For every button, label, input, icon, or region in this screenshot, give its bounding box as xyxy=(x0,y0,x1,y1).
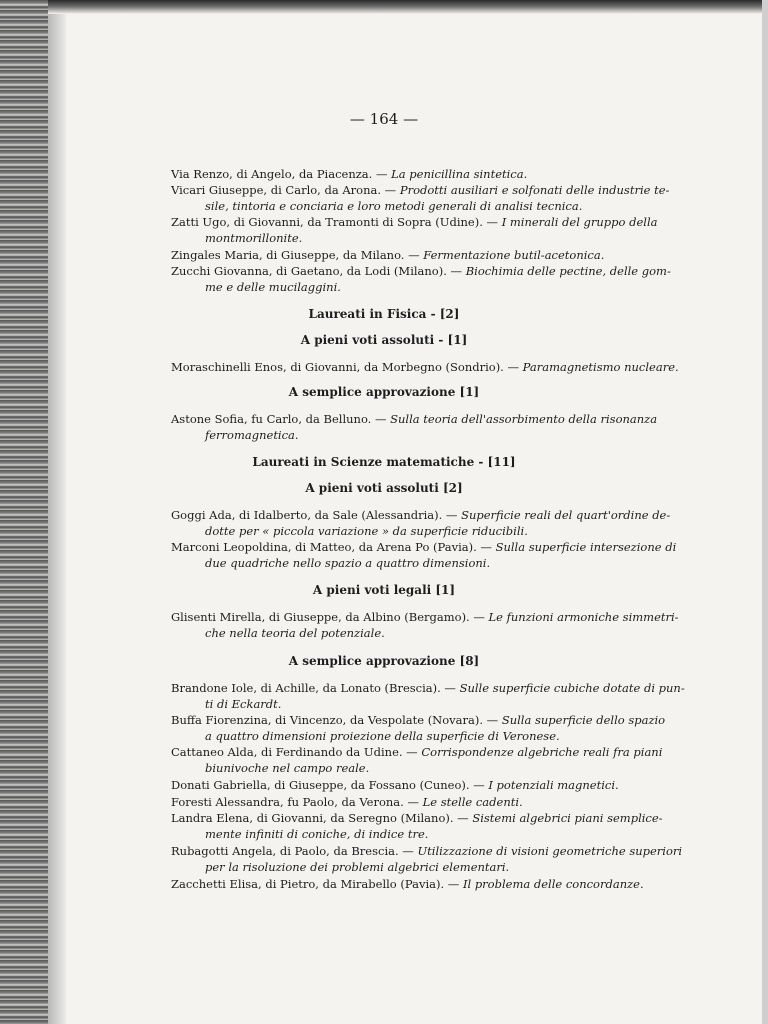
subsection-heading: A pieni voti legali [1] xyxy=(312,583,456,597)
subsection-heading: A semplice approvazione [8] xyxy=(288,654,480,668)
list-item: Brandone Iole, di Achille, da Lonato (Brescia). — Sulle superficie cubiche dotate di pun- ti di Eckardt. xyxy=(171,681,685,711)
subsection-heading: A semplice approvazione [1] xyxy=(288,385,480,399)
list-item: Moraschinelli Enos, di Giovanni, da Morbegno (Sondrio). — Paramagnetismo nucleare. xyxy=(171,360,679,374)
list-item: Astone Sofia, fu Carlo, da Belluno. — Sulla teoria dell'assorbimento della risonanza ferromagnetica. xyxy=(171,412,658,442)
binding-gradient xyxy=(48,0,66,1024)
list-item: Donati Gabriella, di Giuseppe, da Fossano (Cuneo). — I potenziali magnetici. xyxy=(171,778,619,792)
list-item: Landra Elena, di Giovanni, da Seregno (Milano). — Sistemi algebrici piani semplice- mente infiniti di coniche, di indice tre. xyxy=(171,811,663,841)
list-item: Foresti Alessandra, fu Paolo, da Verona. — Le stelle cadenti. xyxy=(171,795,523,809)
list-item: Marconi Leopoldina, di Matteo, da Arena Po (Pavia). — Sulla superficie intersezione di due quadriche nello spazio a quattro dimensioni. xyxy=(171,540,677,570)
list-item: Cattaneo Alda, di Ferdinando da Udine. — Corrispondenze algebriche reali fra piani biunivoche nel campo reale. xyxy=(171,745,663,775)
list-item: Zacchetti Elisa, di Pietro, da Mirabello (Pavia). — Il problema delle concordanze. xyxy=(171,877,644,891)
list-item: Via Renzo, di Angelo, da Piacenza. — La penicillina sintetica. xyxy=(171,167,528,181)
list-item: Goggi Ada, di Idalberto, da Sale (Alessandria). — Superficie reali del quart'ordine de- dotte per « piccola variazione » da superficie riducibili. xyxy=(171,508,671,538)
right-edge xyxy=(762,0,768,1024)
list-item: Buffa Fiorenzina, di Vincenzo, da Vespolate (Novara). — Sulla superficie dello spazio a quattro dimensioni proiezione della superficie di Veronese. xyxy=(171,713,666,743)
list-item: Zatti Ugo, di Giovanni, da Tramonti di Sopra (Udine). — I minerali del gruppo della montmorillonite. xyxy=(171,215,658,245)
section-heading-fisica: Laureati in Fisica - [2] xyxy=(308,307,460,321)
section-heading-matematiche: Laureati in Scienze matematiche - [11] xyxy=(252,455,516,469)
subsection-heading: A pieni voti assoluti [2] xyxy=(305,481,463,495)
list-item: Zucchi Giovanna, di Gaetano, da Lodi (Milano). — Biochimia delle pectine, delle gom- me e delle mucilaggini. xyxy=(171,264,671,294)
subsection-heading: A pieni voti assoluti - [1] xyxy=(300,333,468,347)
top-edge-shadow xyxy=(48,0,768,14)
page-number: — 164 — xyxy=(349,110,419,128)
list-item: Zingales Maria, di Giuseppe, da Milano. — Fermentazione butil-acetonica. xyxy=(171,248,605,262)
list-item: Glisenti Mirella, di Giuseppe, da Albino (Bergamo). — Le funzioni armoniche simmetri- che nella teoria del potenziale. xyxy=(171,610,679,640)
list-item: Rubagotti Angela, di Paolo, da Brescia. — Utilizzazione di visioni geometriche superiori per la risoluzione dei problemi algebrici elementari. xyxy=(171,844,683,874)
binding-edge-shadow xyxy=(0,0,48,1024)
list-item: Vicari Giuseppe, di Carlo, da Arona. — Prodotti ausiliari e solfonati delle industrie te- sile, tintoria e conciaria e loro metodi generali di analisi tecnica. xyxy=(171,183,670,213)
